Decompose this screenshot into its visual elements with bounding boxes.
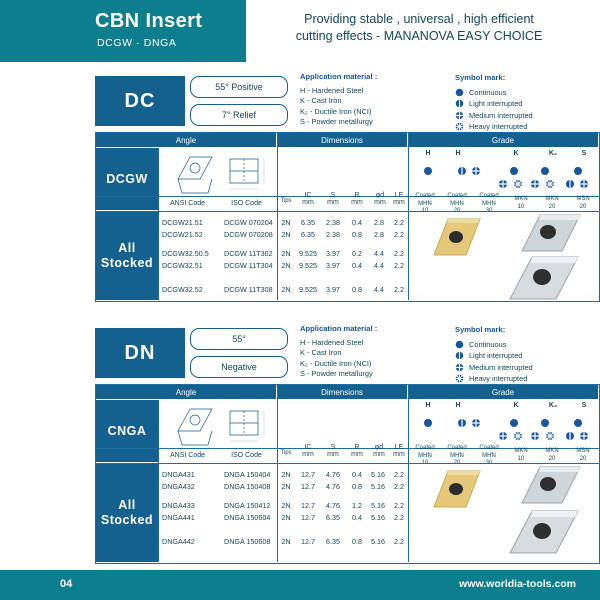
group-header-dimensions: Dimensions (277, 133, 407, 147)
section2-table (95, 384, 600, 564)
cell-s: 4.76 (326, 501, 340, 510)
section1-application-material (300, 72, 450, 128)
subheader-s: S mm (327, 444, 339, 458)
cell-tips: 2N (281, 513, 291, 522)
group-header-angle: Angle (96, 133, 276, 147)
section1-pill-relief: 7° Relief (190, 104, 288, 126)
subheader-iso: ISO Code (231, 200, 262, 207)
grade-cell-msn20: MSN 20 (576, 448, 590, 462)
cell-ansi: DNGA432 (162, 482, 195, 491)
page-number: 04 (60, 578, 73, 590)
cell-s: 4.76 (326, 470, 340, 479)
cell-s: 3.97 (326, 249, 340, 258)
tagline-line-2: cutting effects - MANANOVA EASY CHOICE (295, 29, 543, 43)
subheader-iso: ISO Code (231, 452, 262, 459)
app-material-item: S - Powder metallurgy (300, 369, 373, 378)
app-material-title: Application material : (300, 72, 378, 81)
grade-group-h1: H (425, 150, 431, 157)
cell-phid: 4.4 (374, 285, 384, 294)
grade-cell-msn20: MSN 20 (576, 196, 590, 210)
grade-cell-mkn20: MKN 20 (545, 196, 559, 210)
symbol-row-continuous (455, 87, 600, 99)
cell-phid: 4.4 (374, 249, 384, 258)
cell-ic: 6.35 (301, 218, 315, 227)
subheader-le: LE mm (393, 192, 405, 206)
cell-iso: DCGW 11T308 (224, 285, 273, 294)
cell-phid: 2.8 (374, 218, 384, 227)
cell-ic: 9.525 (299, 285, 317, 294)
section1-table (95, 132, 600, 302)
symbol-row-medium (455, 362, 600, 374)
subheader-ic: IC mm (302, 444, 314, 458)
symbol-label: Heavy interrupted (469, 122, 528, 131)
section2-badge: DN (95, 328, 185, 378)
grade-cell-mkn10: MKN 10 (514, 448, 528, 462)
cell-iso: DCGW 11T302 (224, 249, 273, 258)
group-header-grade: Grade (408, 133, 598, 147)
group-header-grade: Grade (408, 385, 598, 399)
subheader-ansi: ANSI Code (169, 452, 206, 459)
cell-ansi: DNGA431 (162, 470, 195, 479)
cell-tips: 2N (281, 218, 291, 227)
cell-phid: 4.4 (374, 261, 384, 270)
subheader-ic: IC mm (302, 192, 314, 206)
cell-ansi: DNGA442 (162, 537, 195, 546)
cell-iso: DNGA 150608 (224, 537, 271, 546)
subheader-phid: φd mm (374, 192, 386, 206)
cell-ic: 12.7 (301, 470, 315, 479)
grade-group-h2: H (455, 150, 461, 157)
symbol-label: Light interrupted (469, 351, 523, 360)
insert-photo-gold-1 (426, 215, 488, 272)
cell-iso: DNGA 150408 (224, 482, 271, 491)
cell-ic: 12.7 (301, 537, 315, 546)
grade-cell-mkn20: MKN 20 (545, 448, 559, 462)
cell-ansi: DNGA441 (162, 513, 195, 522)
cell-ansi: DCGW32.50.5 (162, 249, 209, 258)
symbol-row-heavy (455, 373, 600, 385)
grade-group-h1: H (425, 402, 431, 409)
cell-ic: 9.525 (299, 261, 317, 270)
grade-symbol-row-2 (492, 177, 598, 191)
light-interrupted-icon (455, 99, 464, 108)
cell-le: 2.2 (394, 470, 404, 479)
grade-cell-mkn10: MKN 10 (514, 196, 528, 210)
insert-photo-silver-4 (504, 507, 586, 564)
group-header-dimensions: Dimensions (277, 385, 407, 399)
symbol-row-continuous (455, 339, 600, 351)
subheader-le: LE mm (393, 444, 405, 458)
cell-tips: 2N (281, 230, 291, 239)
symbol-mark-title: Symbol mark: (455, 73, 506, 82)
cell-tips: 2N (281, 470, 291, 479)
subheader-r: R mm (351, 444, 363, 458)
cell-le: 2.2 (394, 501, 404, 510)
app-material-item: S - Powder metallurgy (300, 117, 373, 126)
cell-ansi: DCGW32.51 (162, 261, 203, 270)
symbol-label: Light interrupted (469, 99, 523, 108)
cell-s: 2.38 (326, 218, 340, 227)
cell-le: 2.2 (394, 513, 404, 522)
grade-cell-mhn10: Coated MHN (415, 193, 435, 207)
symbol-label: Continuous (469, 339, 507, 349)
page-title: CBN Insert (95, 10, 203, 32)
app-material-item: K - Cast Iron (300, 348, 342, 357)
grade-group-s: S (581, 402, 587, 409)
cell-r: 0.8 (352, 230, 362, 239)
section1-badge: DC (95, 76, 185, 126)
app-material-item: H - Hardened Steel (300, 85, 364, 95)
grade-symbol-row-2 (492, 429, 598, 443)
symbol-row-heavy (455, 121, 600, 133)
medium-interrupted-icon (455, 111, 464, 120)
cell-r: 0.8 (352, 537, 362, 546)
symbol-label: Heavy interrupted (469, 374, 528, 383)
cell-iso: DCGW 11T304 (224, 261, 273, 270)
cell-r: 0.4 (352, 218, 362, 227)
cell-ic: 12.7 (301, 482, 315, 491)
app-material-title: Application material : (300, 324, 378, 333)
cell-s: 2.38 (326, 230, 340, 239)
cell-le: 2.2 (394, 230, 404, 239)
tagline (250, 11, 588, 45)
cell-ic: 12.7 (301, 513, 315, 522)
row-label-cnga: CNGA (96, 400, 158, 462)
cell-iso: DCGW 070208 (224, 230, 273, 239)
subheader-tips: Tips (280, 450, 292, 456)
subheader-tips: Tips (280, 198, 292, 204)
cell-phid: 2.8 (374, 230, 384, 239)
cell-s: 4.76 (326, 482, 340, 491)
cell-le: 2.2 (394, 285, 404, 294)
cell-tips: 2N (281, 285, 291, 294)
grade-group-k2: K₂ (548, 402, 558, 409)
cell-s: 6.35 (326, 513, 340, 522)
symbol-label: Medium interrupted (469, 362, 533, 372)
cell-s: 3.97 (326, 285, 340, 294)
cell-phid: 5.16 (371, 537, 385, 546)
app-material-item: K₂ - Ductile Iron (NCI) (300, 106, 372, 116)
grade-group-k2: K₂ (548, 150, 558, 157)
symbol-row-medium (455, 110, 600, 122)
section2-application-material (300, 324, 450, 380)
symbol-mark-title: Symbol mark: (455, 325, 506, 334)
cell-s: 3.97 (326, 261, 340, 270)
insert-photo-gold-2 (426, 467, 488, 524)
cell-ic: 12.7 (301, 501, 315, 510)
cell-phid: 5.16 (371, 482, 385, 491)
cell-le: 2.2 (394, 218, 404, 227)
tagline-line-1: Providing stable , universal , high efficient (304, 12, 534, 26)
cell-r: 0.8 (352, 285, 362, 294)
subheader-s: S mm (327, 192, 339, 206)
subheader-phid: φd mm (373, 444, 385, 458)
cell-le: 2.2 (394, 537, 404, 546)
section2-pill-angle: 55° (190, 328, 288, 350)
symbol-row-light (455, 98, 600, 110)
cell-ansi: DCGW21.52 (162, 230, 203, 239)
cell-iso: DCGW 070204 (224, 218, 273, 227)
app-material-item: K₂ - Ductile Iron (NCI) (300, 358, 372, 368)
grade-group-s: S (581, 150, 587, 157)
symbol-row-light (455, 350, 600, 362)
row-label-all-stocked: All Stocked (96, 211, 158, 300)
grade-group-k: K (513, 150, 519, 157)
grade-cell-mhn10: Coated MHN (415, 445, 435, 459)
row-label-all-stocked: All Stocked (96, 463, 158, 562)
grade-cell-mhn30: Coated MHN (479, 445, 499, 459)
cell-tips: 2N (281, 261, 291, 270)
heavy-interrupted-icon (455, 374, 464, 383)
symbol-label: Medium interrupted (469, 110, 533, 120)
cell-tips: 2N (281, 537, 291, 546)
app-material-item: K - Cast Iron (300, 96, 342, 105)
light-interrupted-icon (455, 351, 464, 360)
cell-phid: 5.16 (371, 470, 385, 479)
cell-r: 1.2 (352, 501, 362, 510)
cell-ic: 6.35 (301, 230, 315, 239)
continuous-icon (455, 340, 464, 349)
app-material-item: H - Hardened Steel (300, 337, 364, 347)
subheader-r: R mm (351, 192, 363, 206)
medium-interrupted-icon (455, 363, 464, 372)
page-header (0, 0, 600, 62)
row-label-dcgw: DCGW (96, 148, 158, 210)
cell-le: 2.2 (394, 261, 404, 270)
cell-iso: DNGA 150404 (224, 470, 271, 479)
cell-s: 6.35 (326, 537, 340, 546)
cell-tips: 2N (281, 249, 291, 258)
cell-r: 0.8 (352, 482, 362, 491)
cell-ansi: DCGW21.51 (162, 218, 203, 227)
section1-symbol-mark (455, 72, 600, 133)
cell-ansi: DNGA433 (162, 501, 195, 510)
grade-cell-mhn30: Coated MHN (479, 193, 499, 207)
section1-pill-positive: 55° Positive (190, 76, 288, 98)
cell-r: 0.2 (352, 249, 362, 258)
insert-photo-silver-2 (504, 253, 586, 310)
subheader-ansi: ANSI Code (169, 200, 206, 207)
cell-tips: 2N (281, 482, 291, 491)
cell-le: 2.2 (394, 482, 404, 491)
section2-pill-negative: Negative (190, 356, 288, 378)
continuous-icon (455, 88, 464, 97)
group-header-angle: Angle (96, 385, 276, 399)
grade-group-h2: H (455, 402, 461, 409)
grade-cell-mhn20: Coated MHN (447, 445, 467, 459)
website-url: www.worldia-tools.com (459, 578, 576, 590)
page-subtitle: DCGW · DNGA (97, 37, 177, 49)
cell-r: 0.4 (352, 261, 362, 270)
symbol-label: Continuous (469, 87, 507, 97)
cell-iso: DNGA 150604 (224, 513, 271, 522)
cell-phid: 5.16 (371, 513, 385, 522)
cell-phid: 5.16 (371, 501, 385, 510)
cell-le: 2.2 (394, 249, 404, 258)
cell-r: 0.4 (352, 470, 362, 479)
grade-cell-mhn20: Coated MHN (447, 193, 467, 207)
grade-group-k: K (513, 402, 519, 409)
cell-r: 0.4 (352, 513, 362, 522)
cell-iso: DNGA 150412 (224, 501, 271, 510)
cell-ansi: DCGW32.52 (162, 285, 203, 294)
section2-symbol-mark (455, 324, 600, 385)
cell-tips: 2N (281, 501, 291, 510)
heavy-interrupted-icon (455, 122, 464, 131)
cell-ic: 9.525 (299, 249, 317, 258)
